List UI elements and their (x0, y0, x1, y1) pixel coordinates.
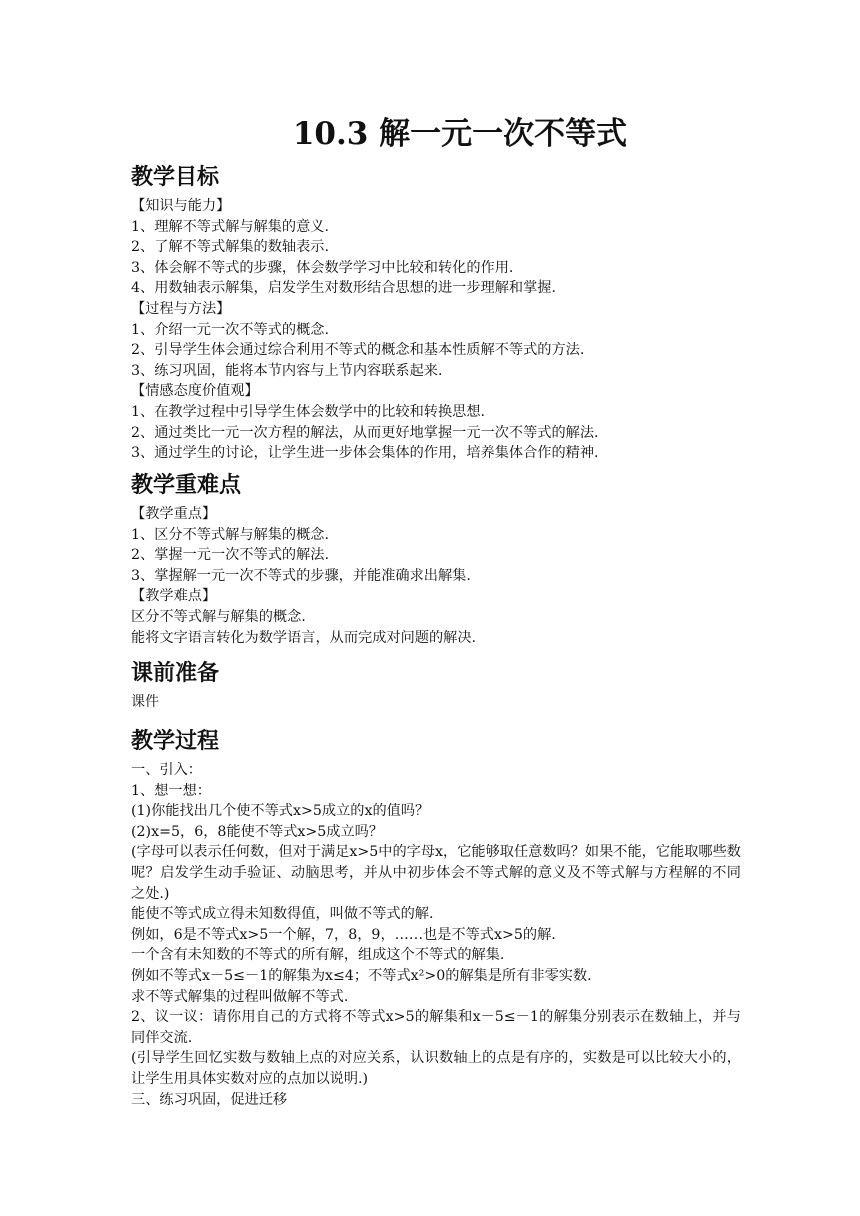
key-points-list (131, 504, 741, 648)
section-heading-process: 教学过程 (131, 729, 220, 754)
objectives-line: 2、通过类比一元一次方程的解法，从而更好地掌握一元一次不等式的解法. (131, 424, 599, 441)
process-line: (1)你能找出几个使不等式x>5成立的x的值吗？ (131, 803, 430, 820)
process-line: 一个含有未知数的不等式的所有解，组成这个不等式的解集. (131, 947, 505, 964)
process-paragraph: 2、议一议：请你用自己的方式将不等式x>5的解集和x－5≤－1的解集分别表示在数轴上，并与同伴交流. (131, 1009, 741, 1046)
key-points-line: 1、区分不等式解与解集的概念. (131, 526, 329, 543)
objectives-line: 1、介绍一元一次不等式的概念. (131, 321, 329, 338)
process-line: (2)x=5，6，8能使不等式x>5成立吗？ (131, 823, 384, 840)
key-points-line: 区分不等式解与解集的概念. (131, 608, 306, 625)
objectives-line: 【过程与方法】 (131, 300, 231, 317)
key-points-line: 能将文字语言转化为数学语言，从而完成对问题的解决. (131, 629, 477, 646)
process-line: 例如，6是不等式x>5一个解，7，8，9，……也是不等式x>5的解. (131, 926, 556, 943)
objectives-line: 1、理解不等式解与解集的意义. (131, 218, 329, 235)
section-heading-objectives: 教学目标 (131, 165, 220, 190)
objectives-line: 【知识与能力】 (131, 198, 231, 214)
preparation-text (131, 692, 741, 713)
process-line: 一、引入： (131, 762, 202, 778)
process-content (131, 760, 741, 1110)
key-points-line: 【教学难点】 (131, 588, 217, 605)
process-line: 1、想一想： (131, 782, 211, 799)
key-points-line: 3、掌握解一元一次不等式的步骤，并能准确求出解集. (131, 567, 471, 584)
process-line: 求不等式解集的过程叫做解不等式. (131, 988, 349, 1005)
process-line: 例如不等式x－5≤－1的解集为x≤4；不等式x²>0的解集是所有非零实数. (131, 967, 592, 984)
process-paragraph: (引导学生回忆实数与数轴上点的对应关系，认识数轴上的点是有序的，实数是可以比较大小的，让学生用具体实数对应的点加以说明.) (131, 1050, 741, 1087)
objectives-line: 4、用数轴表示解集，启发学生对数形结合思想的进一步理解和掌握. (131, 280, 556, 297)
section-heading-preparation: 课前准备 (131, 661, 220, 686)
objectives-line: 2、了解不等式解集的数轴表示. (131, 239, 329, 256)
document-title: 10.3 解一元一次不等式 (292, 116, 628, 152)
preparation-line: 课件 (131, 694, 159, 710)
objectives-line: 2、引导学生体会通过综合利用不等式的概念和基本性质解不等式的方法. (131, 342, 585, 359)
section-heading-key-points: 教学重难点 (131, 473, 242, 498)
process-line: 三、练习巩固，促进迁移 (131, 1091, 288, 1108)
process-line: 能使不等式成立得未知数得值，叫做不等式的解. (131, 906, 434, 923)
key-points-line: 2、掌握一元一次不等式的解法. (131, 547, 329, 564)
process-paragraph: (字母可以表示任何数，但对于满足x>5中的字母x，它能够取任意数吗？如果不能，它能取哪些数呢？启发学生动手验证、动脑思考，并从中初步体会不等式解的意义及不等式解与方程解的不同之处.) (131, 844, 741, 902)
objectives-line: 3、练习巩固，能将本节内容与上节内容联系起来. (131, 362, 443, 379)
objectives-line: 3、体会解不等式的步骤，体会数学学习中比较和转化的作用. (131, 259, 514, 276)
key-points-line: 【教学重点】 (131, 506, 217, 522)
objectives-line: 【情感态度价值观】 (131, 383, 259, 400)
objectives-line: 3、通过学生的讨论，让学生进一步体会集体的作用，培养集体合作的精神. (131, 445, 599, 462)
objectives-list (131, 196, 741, 464)
objectives-line: 1、在教学过程中引导学生体会数学中的比较和转换思想. (131, 403, 486, 420)
